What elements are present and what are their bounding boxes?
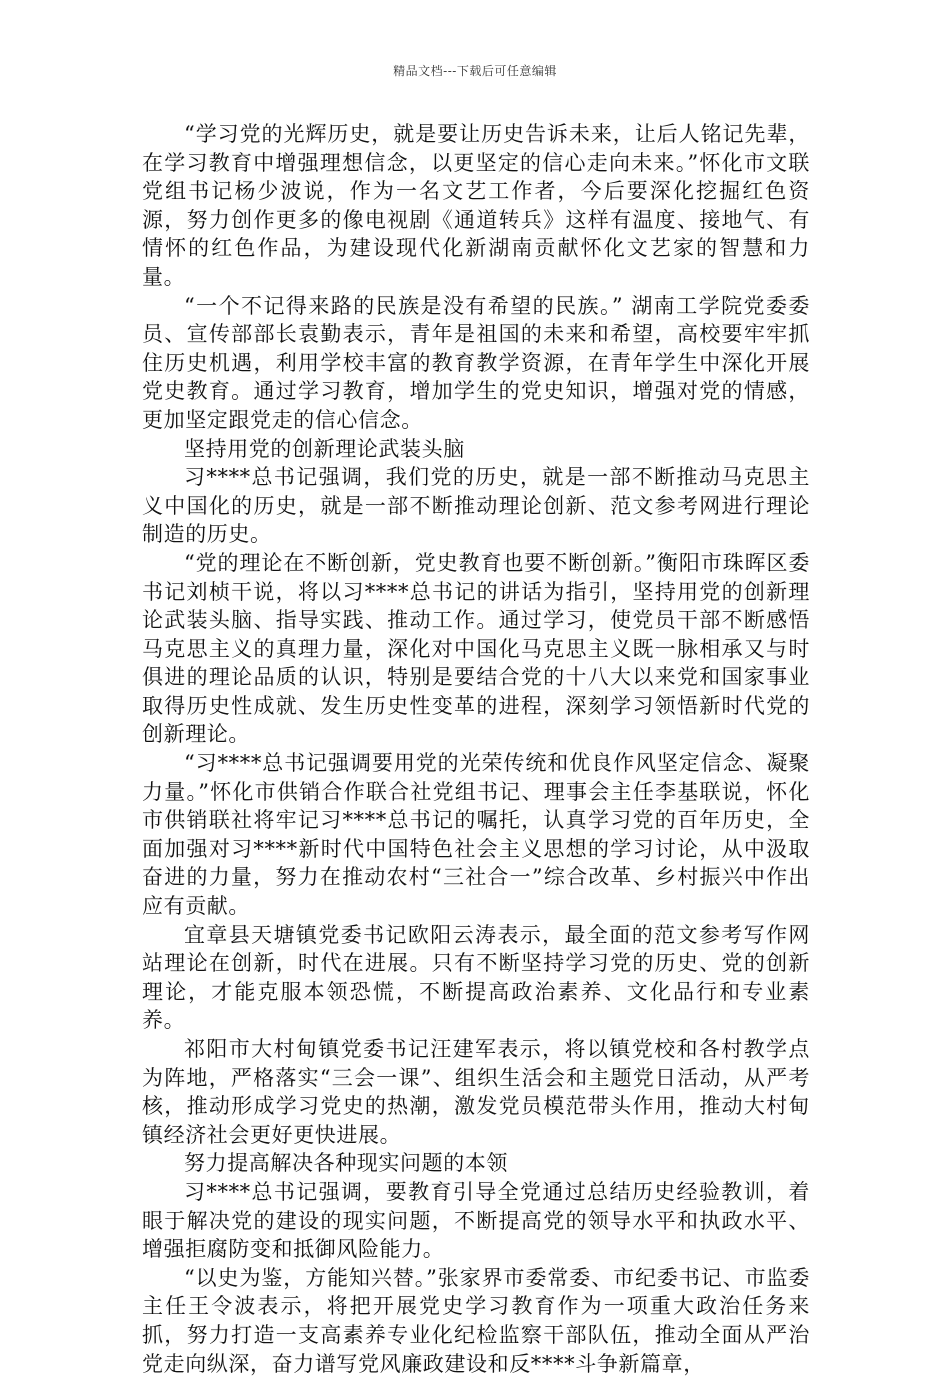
paragraph: “习****总书记强调要用党的光荣传统和优良作风坚定信念、凝聚力量。”怀化市供销合作联合社党组书记、理事会主任李基联说，怀化市供销联社将牢记习****总书记的嘱托，认真学习党的百年历史，全面加强对习****新时代中国特色社会主义思想的学习讨论，从中汲取奋进的力量，努力在推动农村“三社合一”综合改革、乡村振兴中作出应有贡献。 bbox=[142, 751, 810, 919]
paragraph: 习****总书记强调，我们党的历史，就是一部不断推动马克思主义中国化的历史，就是一部不断推动理论创新、范文参考网进行理论制造的历史。 bbox=[142, 465, 810, 547]
paragraph: 祁阳市大村甸镇党委书记汪建军表示，将以镇党校和各村教学点为阵地，严格落实“三会一课”、组织生活会和主题党日活动，从严考核，推动形成学习党史的热潮，激发党员模范带头作用，推动大村甸镇经济社会更好更快进展。 bbox=[142, 1037, 810, 1147]
paragraph: “以史为鉴，方能知兴替。”张家界市委常委、市纪委书记、市监委主任王令波表示，将把开展党史学习教育作为一项重大政治任务来抓，努力打造一支高素养专业化纪检监察干部队伍，推动全面从严治党走向纵深，奋力谱写党风廉政建设和反****斗争新篇章， bbox=[142, 1265, 810, 1376]
section-heading: 努力提高解决各种现实问题的本领 bbox=[184, 1151, 508, 1176]
page-header: 精品文档---下载后可任意编辑 bbox=[393, 64, 557, 78]
paragraph: “一个不记得来路的民族是没有希望的民族。” 湖南工学院党委委员、宣传部部长袁勤表示，青年是祖国的未来和希望，高校要牢牢抓住历史机遇，利用学校丰富的教育教学资源，在青年学生中深化开展党史教育。通过学习教育，增加学生的党史知识，增强对党的情感，更加坚定跟党走的信心信念。 bbox=[142, 293, 810, 432]
paragraph: 宜章县天塘镇党委书记欧阳云涛表示，最全面的范文参考写作网站理论在创新，时代在进展。只有不断坚持学习党的历史、党的创新理论，才能克服本领恐慌，不断提高政治素养、文化品行和专业素养。 bbox=[142, 922, 810, 1033]
document-body bbox=[142, 120, 810, 1378]
section-heading: 坚持用党的创新理论武装头脑 bbox=[184, 436, 465, 461]
paragraph: 习****总书记强调，要教育引导全党通过总结历史经验教训，着眼于解决党的建设的现实问题，不断提高党的领导水平和执政水平、增强拒腐防变和抵御风险能力。 bbox=[142, 1179, 810, 1262]
paragraph: “学习党的光辉历史，就是要让历史告诉未来，让后人铭记先辈，在学习教育中增强理想信念，以更坚定的信心走向未来。”怀化市文联党组书记杨少波说，作为一名文艺工作者，今后要深化挖掘红色资源，努力创作更多的像电视剧《通道转兵》这样有温度、接地气、有情怀的红色作品，为建设现代化新湖南贡献怀化文艺家的智慧和力量。 bbox=[142, 122, 810, 289]
paragraph: “党的理论在不断创新，党史教育也要不断创新。”衡阳市珠晖区委书记刘桢干说，将以习****总书记的讲话为指引，坚持用党的创新理论武装头脑、指导实践、推动工作。通过学习，使党员干部不断感悟马克思主义的真理力量，深化对中国化马克思主义既一脉相承又与时俱进的理论品质的认识，特别是要结合党的十八大以来党和国家事业取得历史性成就、发生历史性变革的进程，深刻学习领悟新时代党的创新理论。 bbox=[142, 550, 810, 747]
